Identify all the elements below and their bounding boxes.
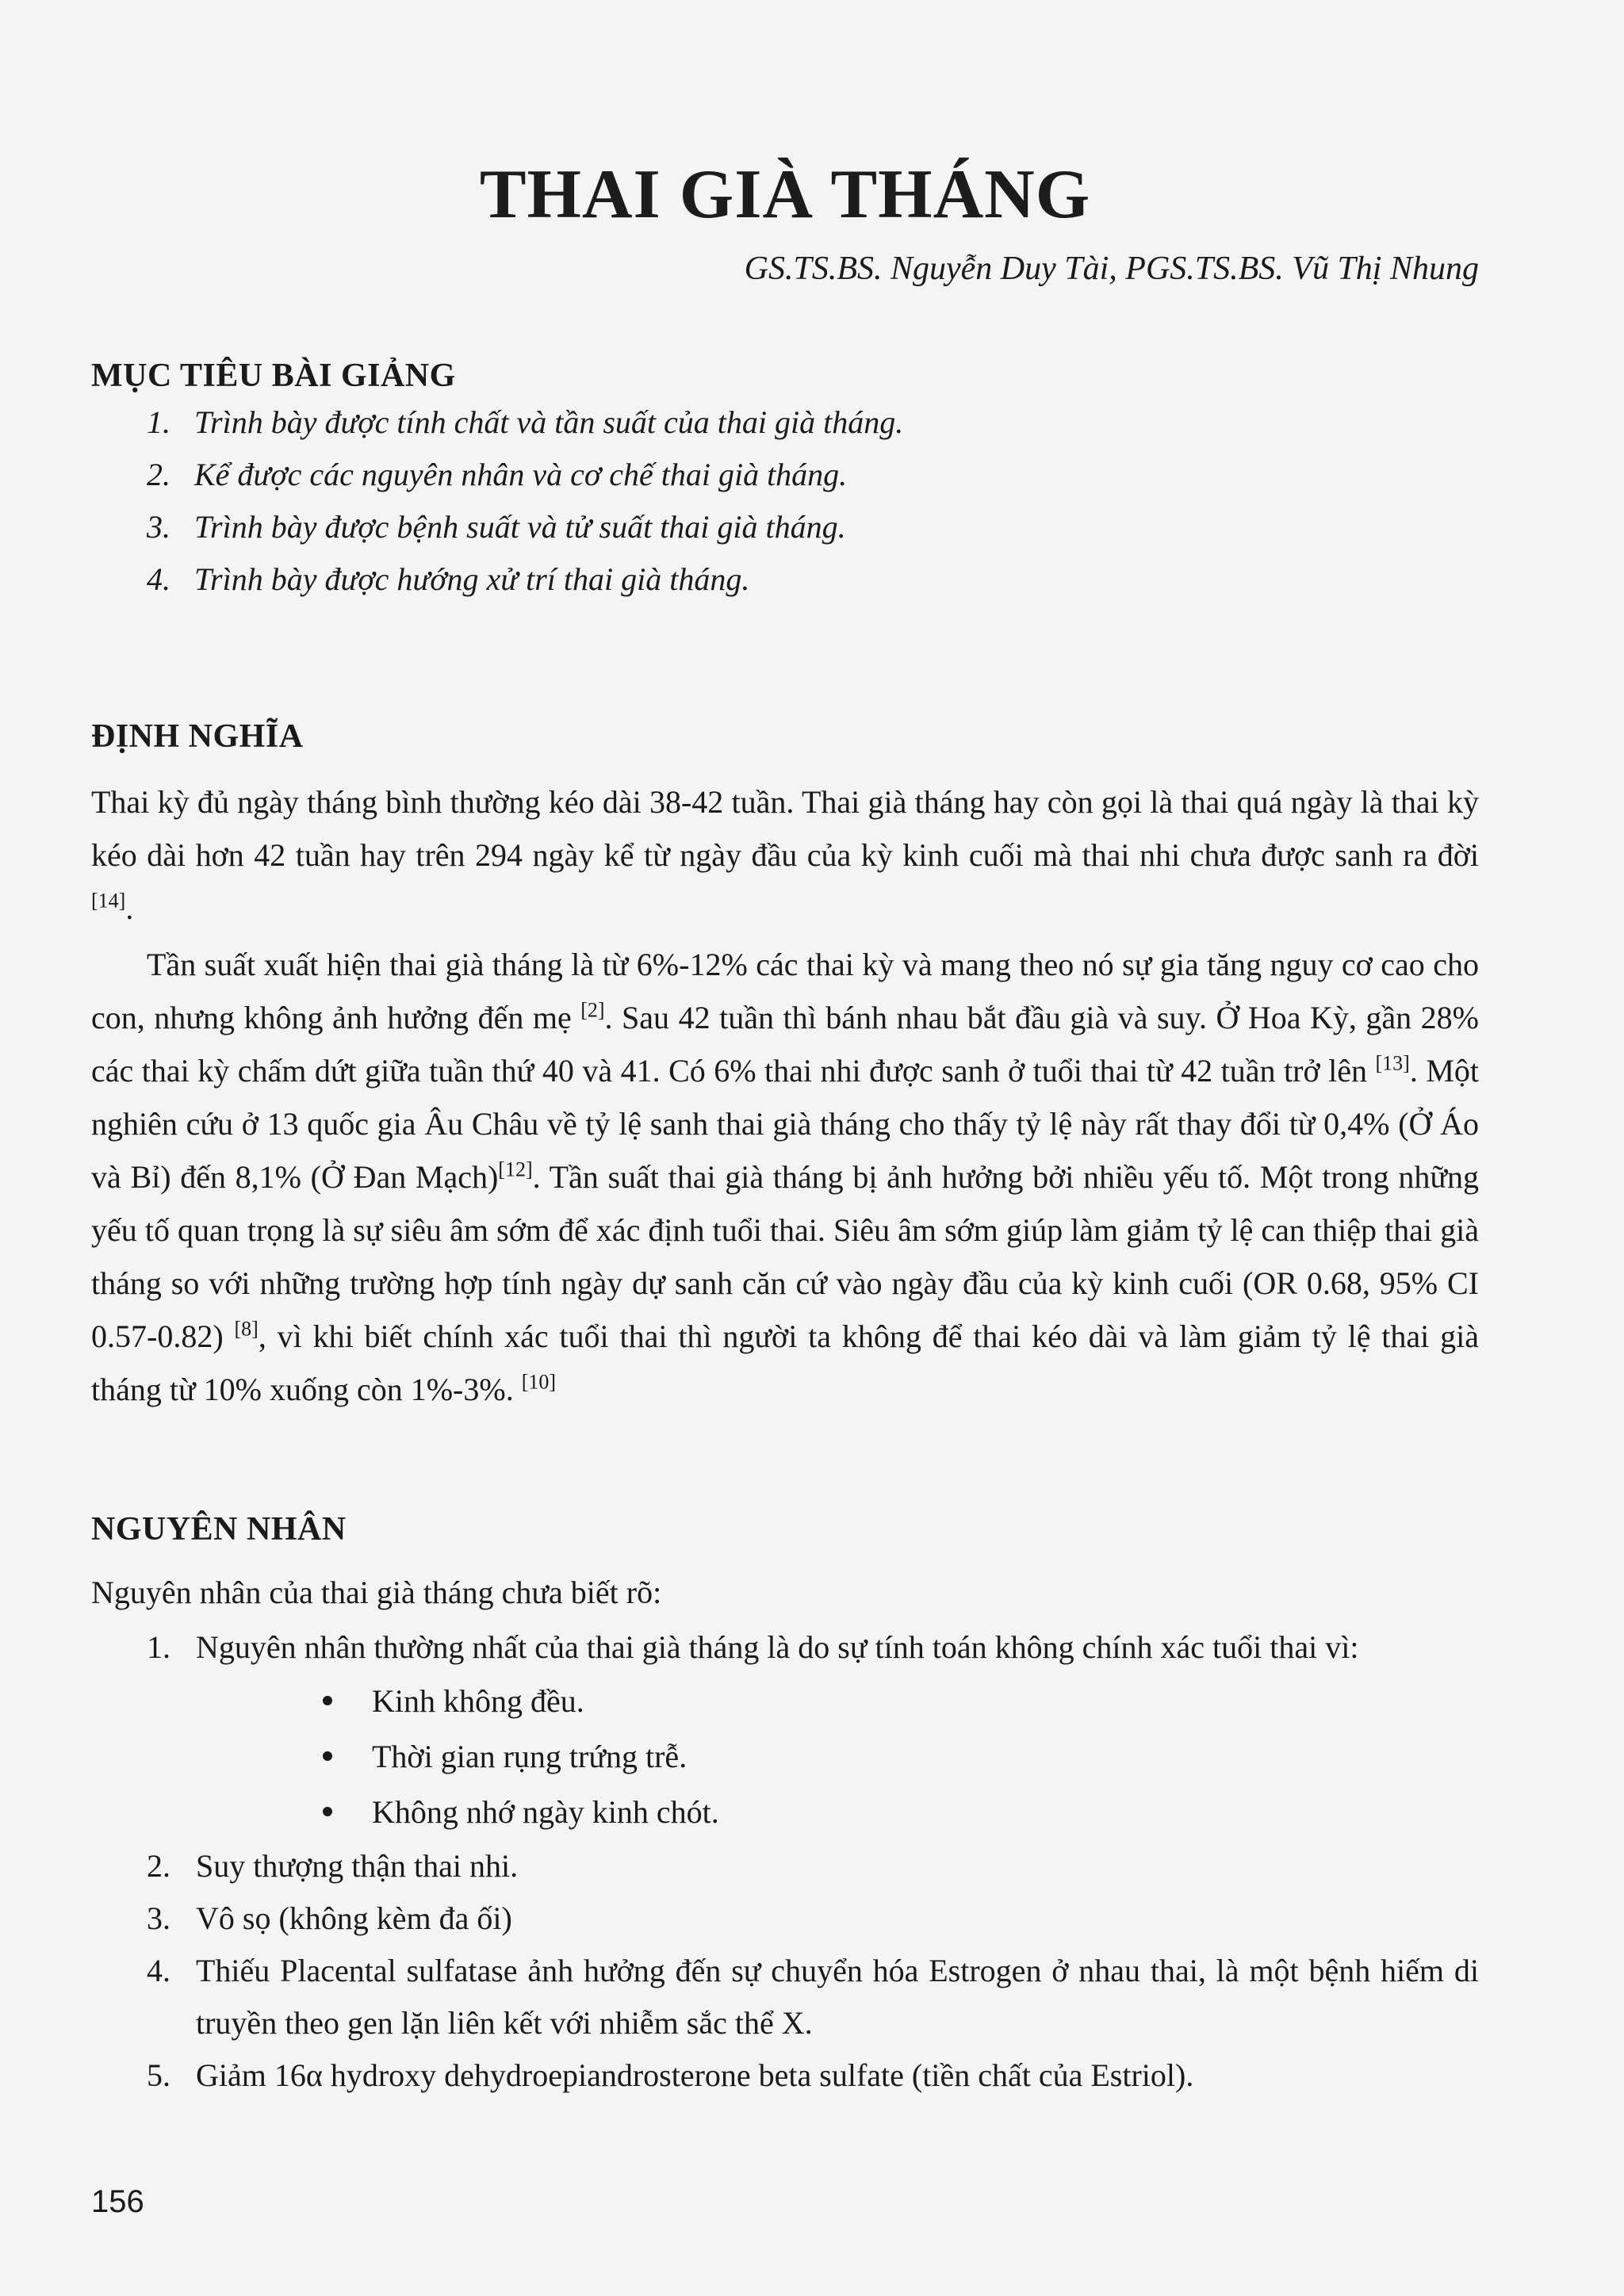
- cause-text: Suy thượng thận thai nhi.: [196, 1848, 519, 1884]
- causes-heading: NGUYÊN NHÂN: [91, 1511, 347, 1548]
- bullet-list: [196, 1674, 1479, 1840]
- definition-heading: ĐỊNH NGHĨA: [91, 718, 304, 755]
- bullet-item: [323, 1674, 1479, 1729]
- bullet-icon: [323, 1696, 332, 1705]
- paragraph-text: . Sau 42 tuần thì bánh nhau bắt đầu già và suy. Ở Hoa Kỳ, gần 28% các thai kỳ chấm dứt giữa tuần thứ 40 và 41. Có 6% thai nhi được sanh ở tuổi thai từ 42 tuần trở lên: [91, 1000, 1479, 1089]
- bullet-text: Không nhớ ngày kinh chót.: [372, 1794, 719, 1830]
- cause-text: Thiếu Placental sulfatase ảnh hưởng đến sự chuyển hóa Estrogen ở nhau thai, là một bệnh hiếm di truyền theo gen lặn liên kết với nhiễm sắc thể X.: [196, 1953, 1479, 2041]
- cause-text: Nguyên nhân thường nhất của thai già tháng là do sự tính toán không chính xác tuổi thai vì:: [196, 1629, 1359, 1665]
- bullet-item: [323, 1785, 1479, 1840]
- cause-item: [147, 1945, 1479, 2049]
- paragraph-text: Thai kỳ đủ ngày tháng bình thường kéo dài 38-42 tuần. Thai già tháng hay còn gọi là thai quá ngày là thai kỳ kéo dài hơn 42 tuần hay trên 294 ngày kể từ ngày đầu của kỳ kinh cuối mà thai nhi chưa được sanh ra đời: [91, 784, 1479, 873]
- bullet-icon: [323, 1751, 332, 1761]
- citation: [13]: [1375, 1051, 1410, 1075]
- objective-number: 3.: [147, 509, 170, 545]
- objective-number: 4.: [147, 561, 170, 597]
- bullet-icon: [323, 1807, 332, 1816]
- citation: [2]: [580, 998, 605, 1022]
- page-title: THAI GIÀ THÁNG: [479, 156, 1091, 233]
- definition-paragraph-2: [91, 938, 1479, 1416]
- causes-list: [147, 1621, 1479, 2102]
- citation: [12]: [498, 1158, 533, 1181]
- cause-item: [147, 1892, 1479, 1945]
- objective-item: [147, 501, 903, 553]
- paragraph-text: Tần suất xuất hiện thai già tháng là từ 6%-12% các thai kỳ và mang theo nó sự gia tăng nguy cơ cao cho con, nhưng không ảnh hưởng đến mẹ: [91, 947, 1479, 1035]
- objective-text: Trình bày được hướng xử trí thai già tháng.: [194, 561, 750, 597]
- cause-text: Giảm 16α hydroxy dehydroepiandrosterone beta sulfate (tiền chất của Estriol).: [196, 2057, 1194, 2093]
- objective-text: Trình bày được tính chất và tần suất của thai già tháng.: [194, 404, 904, 440]
- page-number: 156: [91, 2184, 144, 2219]
- objective-item: [147, 396, 903, 449]
- cause-item: [147, 2049, 1479, 2102]
- bullet-text: Kinh không đều.: [372, 1683, 584, 1719]
- objective-number: 2.: [147, 457, 170, 492]
- cause-item: [147, 1621, 1479, 1840]
- paragraph-text: .: [125, 890, 134, 926]
- cause-number: 1.: [147, 1629, 170, 1665]
- bullet-text: Thời gian rụng trứng trễ.: [372, 1739, 688, 1774]
- cause-item: [147, 1840, 1479, 1892]
- objective-item: [147, 449, 903, 501]
- objective-text: Kể được các nguyên nhân và cơ chế thai già tháng.: [194, 457, 848, 492]
- citation: [14]: [91, 889, 126, 913]
- cause-number: 5.: [147, 2057, 170, 2093]
- definition-paragraph-1: [91, 775, 1479, 935]
- cause-number: 3.: [147, 1900, 170, 1936]
- objective-item: [147, 553, 903, 606]
- objectives-list: [147, 396, 903, 606]
- citation: [10]: [521, 1370, 557, 1394]
- bullet-item: [323, 1729, 1479, 1785]
- authors: GS.TS.BS. Nguyễn Duy Tài, PGS.TS.BS. Vũ Thị Nhung: [744, 251, 1479, 287]
- cause-number: 4.: [147, 1953, 170, 1988]
- objective-text: Trình bày được bệnh suất và tử suất thai già tháng.: [194, 509, 846, 545]
- paragraph-text: . Tần suất thai già tháng bị ảnh hưởng bởi nhiều yếu tố. Một trong những yếu tố quan trọng là sự siêu âm sớm để xác định tuổi thai. Siêu âm sớm giúp làm giảm tỷ lệ can thiệp thai già tháng so với những trường hợp tính ngày dự sanh căn cứ vào ngày đầu của kỳ kinh cuối (OR 0.68, 95% CI 0.57-0.82): [91, 1159, 1479, 1354]
- cause-text: Vô sọ (không kèm đa ối): [196, 1900, 512, 1936]
- paragraph-text: , vì khi biết chính xác tuổi thai thì người ta không để thai kéo dài và làm giảm tỷ lệ thai già tháng từ 10% xuống còn 1%-3%.: [91, 1318, 1479, 1407]
- cause-number: 2.: [147, 1848, 170, 1884]
- causes-intro: Nguyên nhân của thai già tháng chưa biết rõ:: [91, 1575, 662, 1610]
- paragraph-text: . Một nghiên cứu ở 13 quốc gia Âu Châu về tỷ lệ sanh thai già tháng cho thấy tỷ lệ này rất thay đổi từ 0,4% (Ở Áo và Bỉ) đến 8,1% (Ở Đan Mạch): [91, 1053, 1480, 1195]
- objective-number: 1.: [147, 404, 170, 440]
- citation: [8]: [234, 1317, 259, 1341]
- objectives-heading: MỤC TIÊU BÀI GIẢNG: [91, 358, 456, 394]
